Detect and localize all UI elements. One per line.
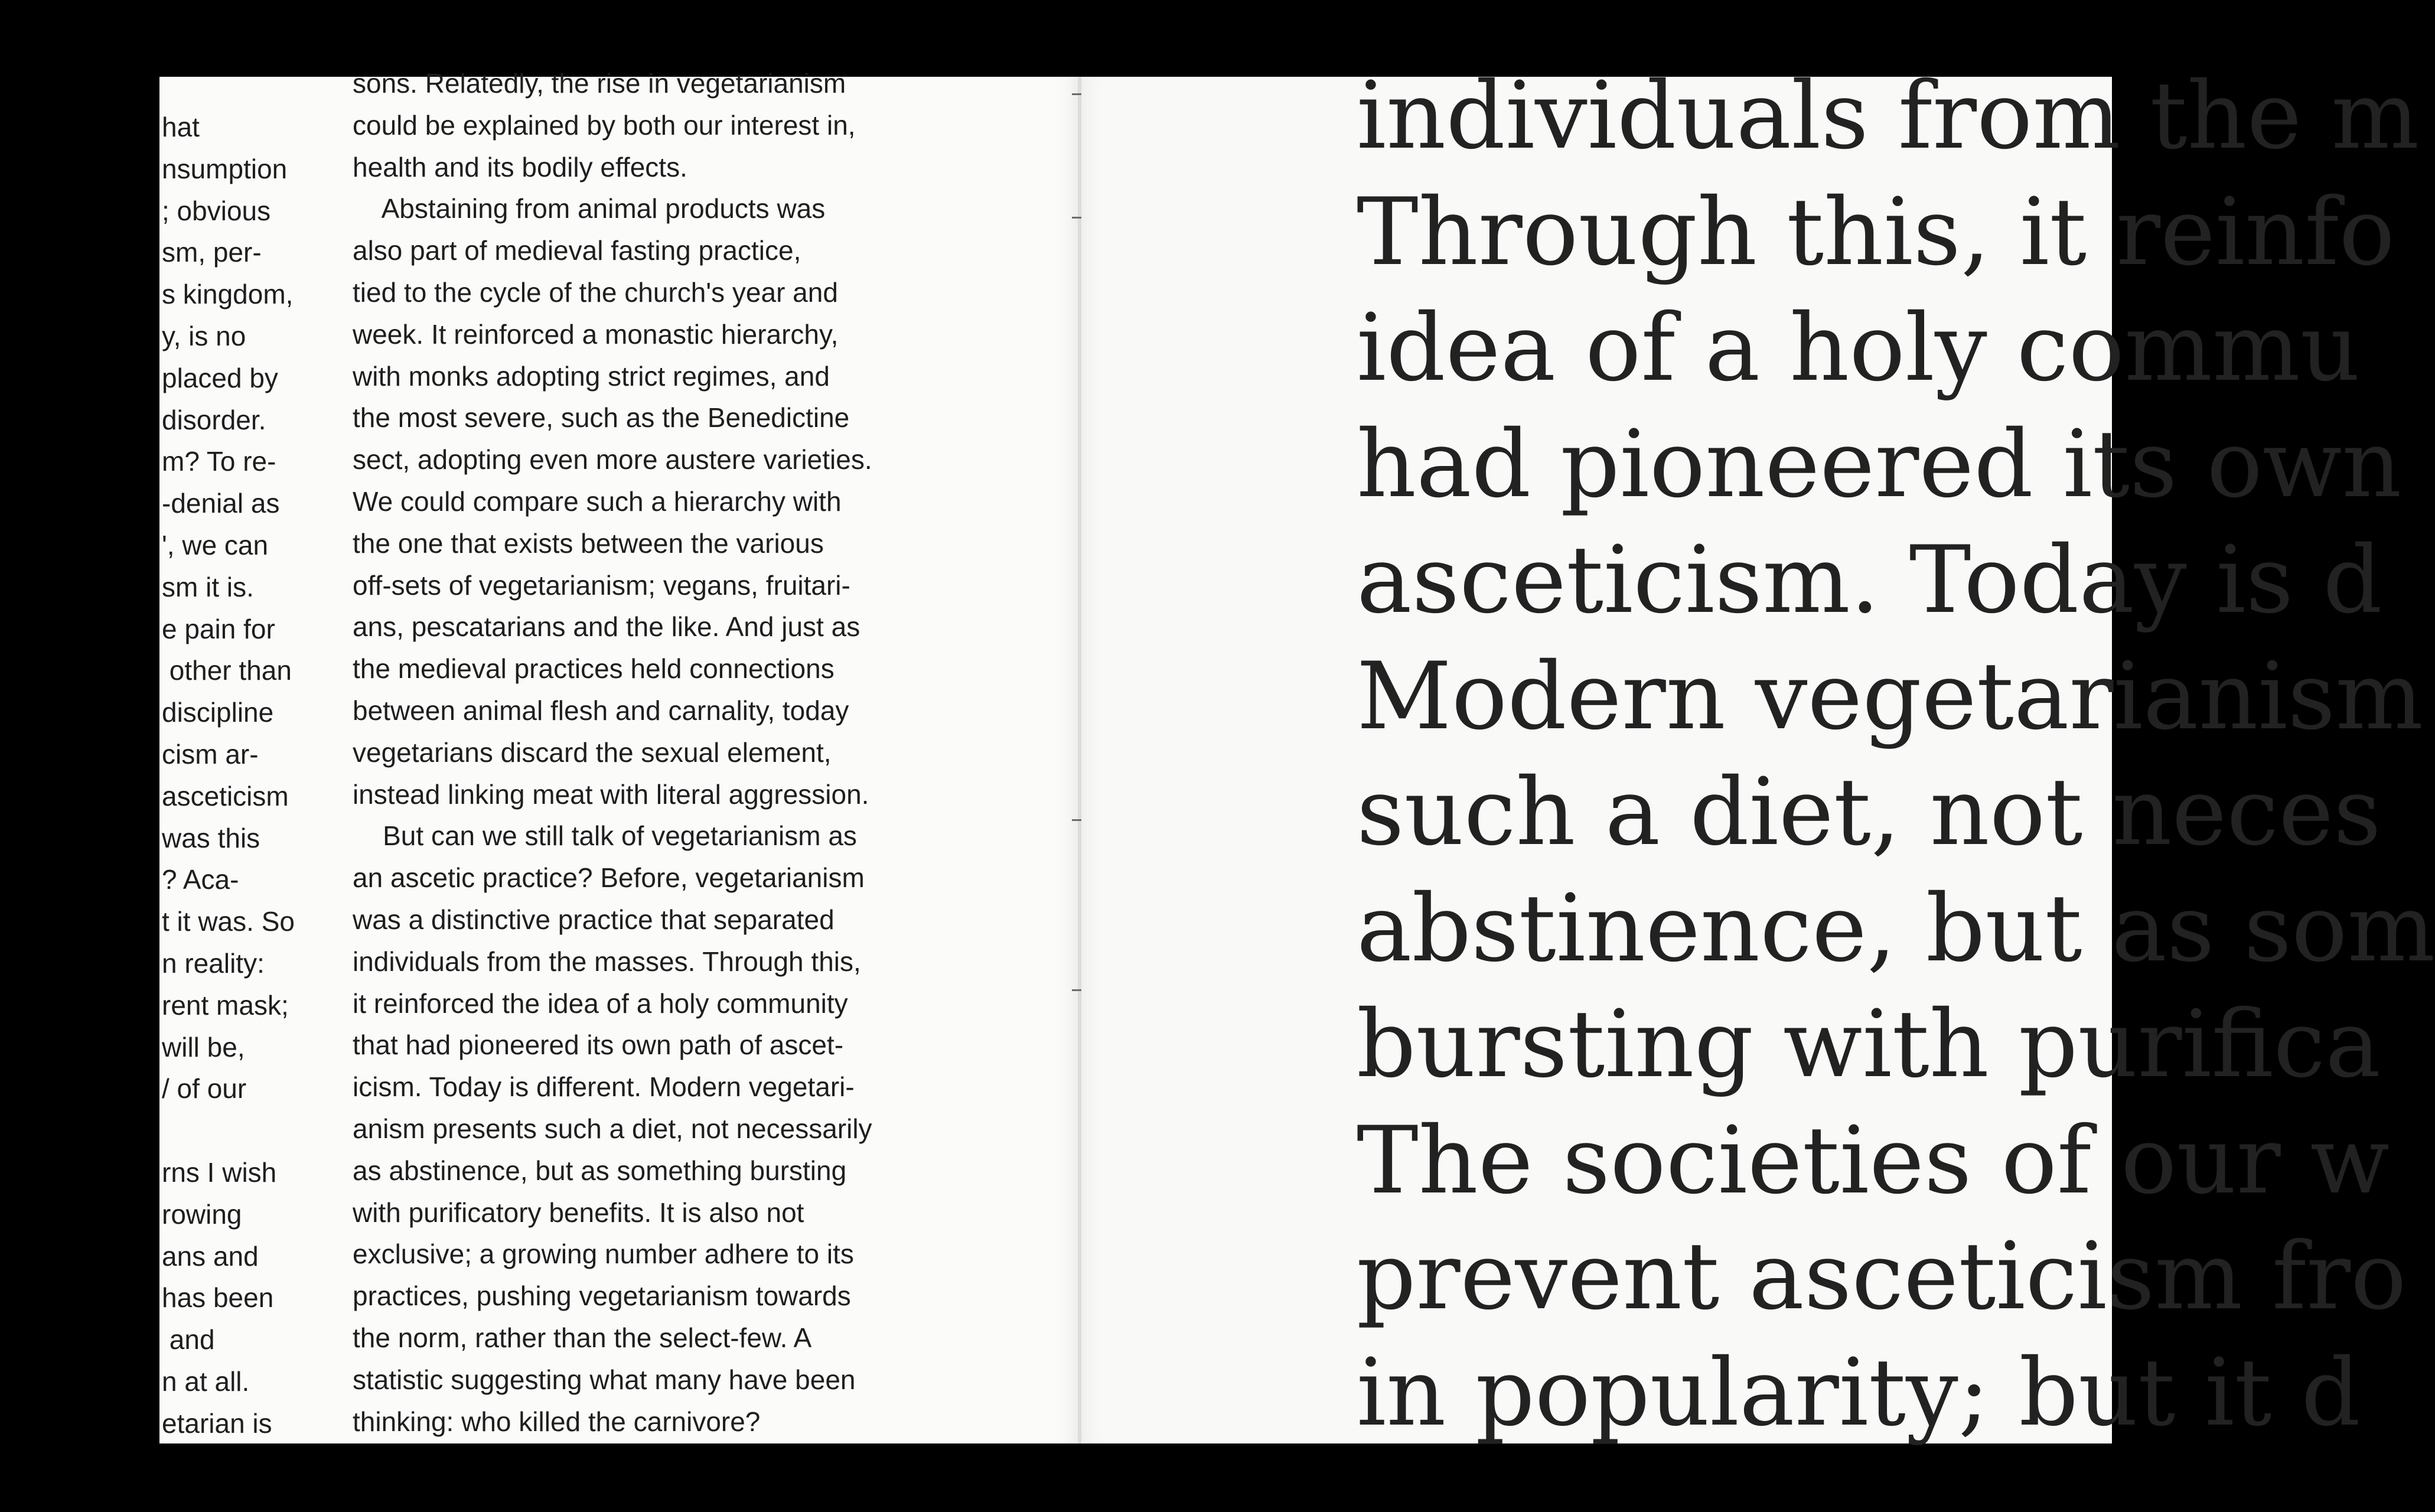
pull-quote-line: had pioneered its own [1357, 410, 2402, 519]
text-line: hat [162, 112, 200, 142]
text-line: nsumption [162, 153, 288, 184]
text-line: -denial as [162, 488, 280, 519]
text-line: vegetarians discard the sexual element, [353, 737, 832, 768]
gutter-tick [1072, 819, 1081, 821]
text-line: y, is no [162, 321, 246, 351]
pull-quote-line: The societies of our w [1357, 1106, 2390, 1215]
text-line: the most severe, such as the Benedictine [353, 402, 850, 434]
text-line: anism presents such a diet, not necessarily [353, 1113, 872, 1144]
gutter-tick [1072, 989, 1081, 991]
text-line: as abstinence, but as something bursting [353, 1155, 847, 1186]
text-line: rent mask; [162, 989, 289, 1021]
text-line: cism ar- [162, 739, 259, 770]
pull-quote-line: asceticism. Today is d [1357, 526, 2382, 634]
text-line: the medieval practices held connections [353, 653, 835, 685]
book-spread [159, 62, 2435, 1447]
text-line: with purificatory benefits. It is also not [353, 1197, 804, 1228]
text-line: etarian is [162, 1407, 272, 1439]
text-line: / of our [162, 1073, 247, 1104]
text-line: practices, pushing vegetarianism towards [353, 1280, 851, 1312]
text-line: t it was. So [162, 906, 295, 937]
text-line: could be explained by both our interest in, [353, 109, 856, 141]
pull-quote-line: abstinence, but as som [1357, 874, 2435, 983]
text-line: m? To re- [162, 446, 276, 477]
text-line: thinking: who killed the carnivore? [353, 1406, 761, 1437]
text-line: sm it is. [162, 571, 254, 602]
text-line: ans, pescatarians and the like. And just as [353, 611, 860, 643]
text-line: off-sets of vegetarianism; vegans, fruitari- [353, 569, 850, 601]
text-line: We could compare such a hierarchy with [353, 486, 842, 517]
text-line: asceticism [162, 780, 289, 812]
text-line: e pain for [162, 613, 275, 644]
text-line: Abstaining from animal products was [353, 193, 826, 224]
text-line: has been [162, 1282, 274, 1314]
pull-quote-line: prevent asceticism fro [1357, 1223, 2407, 1331]
text-line: other than [162, 655, 292, 686]
text-line: rowing [162, 1198, 242, 1230]
text-line: with monks adopting strict regimes, and [353, 360, 830, 392]
text-line: sect, adopting even more austere varieties. [353, 444, 872, 475]
text-line: n reality: [162, 948, 265, 979]
pull-quote-line: in popularity; but it d [1357, 1338, 2361, 1447]
text-line: health and its bodily effects. [353, 151, 687, 183]
text-line: ; obvious [162, 195, 271, 226]
pull-quote-line: such a diet, not neces [1357, 758, 2381, 866]
text-line: tied to the cycle of the church's year and [353, 277, 838, 308]
text-line: disorder. [162, 404, 266, 435]
text-line: exclusive; a growing number adhere to its [353, 1239, 854, 1270]
text-line: week. It reinforced a monastic hierarchy, [353, 318, 839, 350]
pull-quote-line: individuals from the m [1357, 62, 2420, 170]
text-line: statistic suggesting what many have been [353, 1364, 856, 1395]
text-line: was a distinctive practice that separated [353, 904, 835, 935]
text-line: icism. Today is different. Modern vegetari- [353, 1071, 855, 1103]
text-line: sm, per- [162, 237, 262, 268]
gutter-tick [1072, 93, 1081, 95]
pull-quote-line: Through this, it reinfo [1357, 178, 2395, 286]
text-line: will be, [162, 1031, 245, 1063]
text-line: the one that exists between the various [353, 527, 824, 559]
gutter-tick [1072, 217, 1081, 219]
text-line: individuals from the masses. Through this, [353, 946, 861, 977]
text-line: rns I wish [162, 1157, 277, 1188]
left-page [159, 68, 1078, 1443]
text-line: it reinforced the idea of a holy community [353, 988, 848, 1019]
text-line: an ascetic practice? Before, vegetarianism [353, 862, 865, 894]
text-line: discipline [162, 697, 274, 728]
text-line: s kingdom, [162, 279, 294, 310]
text-line: that had pioneered its own path of ascet- [353, 1029, 844, 1061]
text-line: between animal flesh and carnality, today [353, 695, 849, 726]
text-line: n at all. [162, 1366, 250, 1397]
text-line: and [162, 1324, 215, 1355]
text-line: ', we can [162, 530, 269, 561]
pull-quote-line: Modern vegetarianism [1357, 642, 2424, 751]
text-line: instead linking meat with literal aggression. [353, 778, 869, 810]
text-line: placed by [162, 362, 278, 393]
text-line: was this [162, 822, 260, 853]
text-line: sons. Relatedly, the rise in vegetarianism [353, 68, 846, 99]
text-line: the norm, rather than the select-few. A [353, 1322, 812, 1353]
text-line: ans and [162, 1240, 259, 1272]
pull-quote-line: bursting with purifica [1357, 990, 2381, 1099]
text-line: also part of medieval fasting practice, [353, 235, 801, 266]
pull-quote-line: idea of a holy commu [1357, 294, 2360, 402]
text-line: But can we still talk of vegetarianism as [353, 820, 857, 852]
text-line: ? Aca- [162, 864, 239, 895]
right-page-pull-quote [1081, 62, 2435, 1447]
